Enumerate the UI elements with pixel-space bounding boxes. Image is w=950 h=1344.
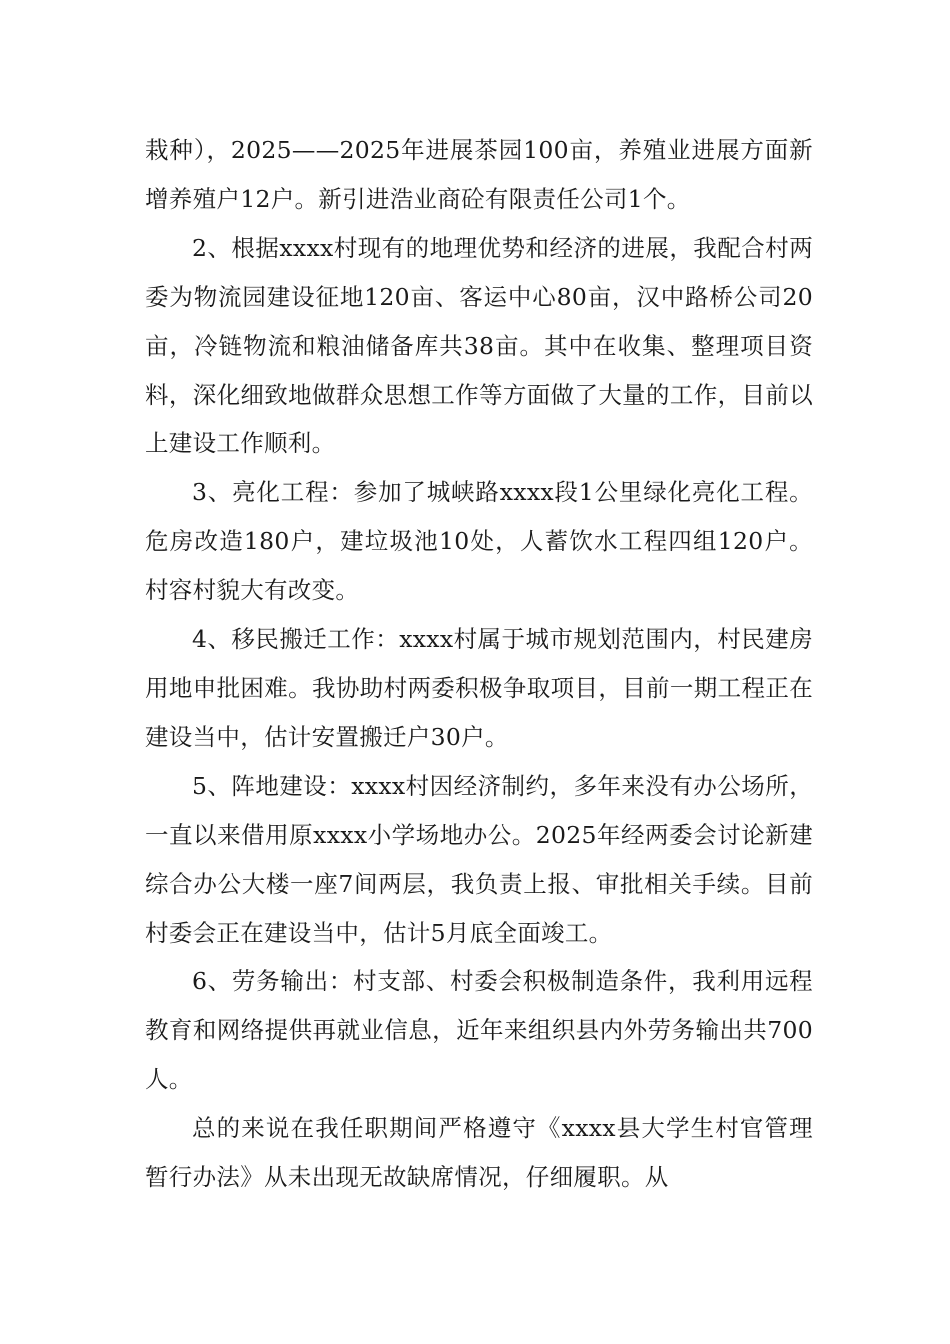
paragraph-item-3-lighting-project: 3、亮化工程：参加了城峡路xxxx段1公里绿化亮化工程。危房改造180户，建垃圾池10处，人蓄饮水工程四组120户。村容村貌大有改变。 bbox=[145, 478, 813, 605]
paragraph-item-2-land-acquisition: 2、根据xxxx村现有的地理优势和经济的进展，我配合村两委为物流园建设征地120亩、客运中心80亩，汉中路桥公司20亩，冷链物流和粮油储备库共38亩。其中在收集、整理项目资料，深化细致地做群众思想工作等方面做了大量的工作，目前以上建设工作顺利。 bbox=[145, 233, 813, 458]
paragraph-item-5-office-construction: 5、阵地建设：xxxx村因经济制约，多年来没有办公场所，一直以来借用原xxxx小学场地办公。2025年经两委会讨论新建综合办公大楼一座7间两层，我负责上报、审批相关手续。目前村委会正在建设当中，估计5月底全面竣工。 bbox=[145, 771, 813, 947]
paragraph-summary: 总的来说在我任职期间严格遵守《xxxx县大学生村官管理暂行办法》从未出现无故缺席情况，仔细履职。从 bbox=[145, 1114, 813, 1192]
paragraph-item-6-labor-export: 6、劳务输出：村支部、村委会积极制造条件，我利用远程教育和网络提供再就业信息，近年来组织县内外劳务输出共700人。 bbox=[145, 967, 813, 1094]
paragraph-continuation: 栽种），2025——2025年进展茶园100亩，养殖业进展方面新增养殖户12户。新引进浩业商砼有限责任公司1个。 bbox=[145, 136, 813, 213]
document-body bbox=[145, 126, 813, 1202]
paragraph-item-4-relocation: 4、移民搬迁工作：xxxx村属于城市规划范围内，村民建房用地申批困难。我协助村两委积极争取项目，目前一期工程正在建设当中，估计安置搬迁户30户。 bbox=[145, 625, 813, 751]
